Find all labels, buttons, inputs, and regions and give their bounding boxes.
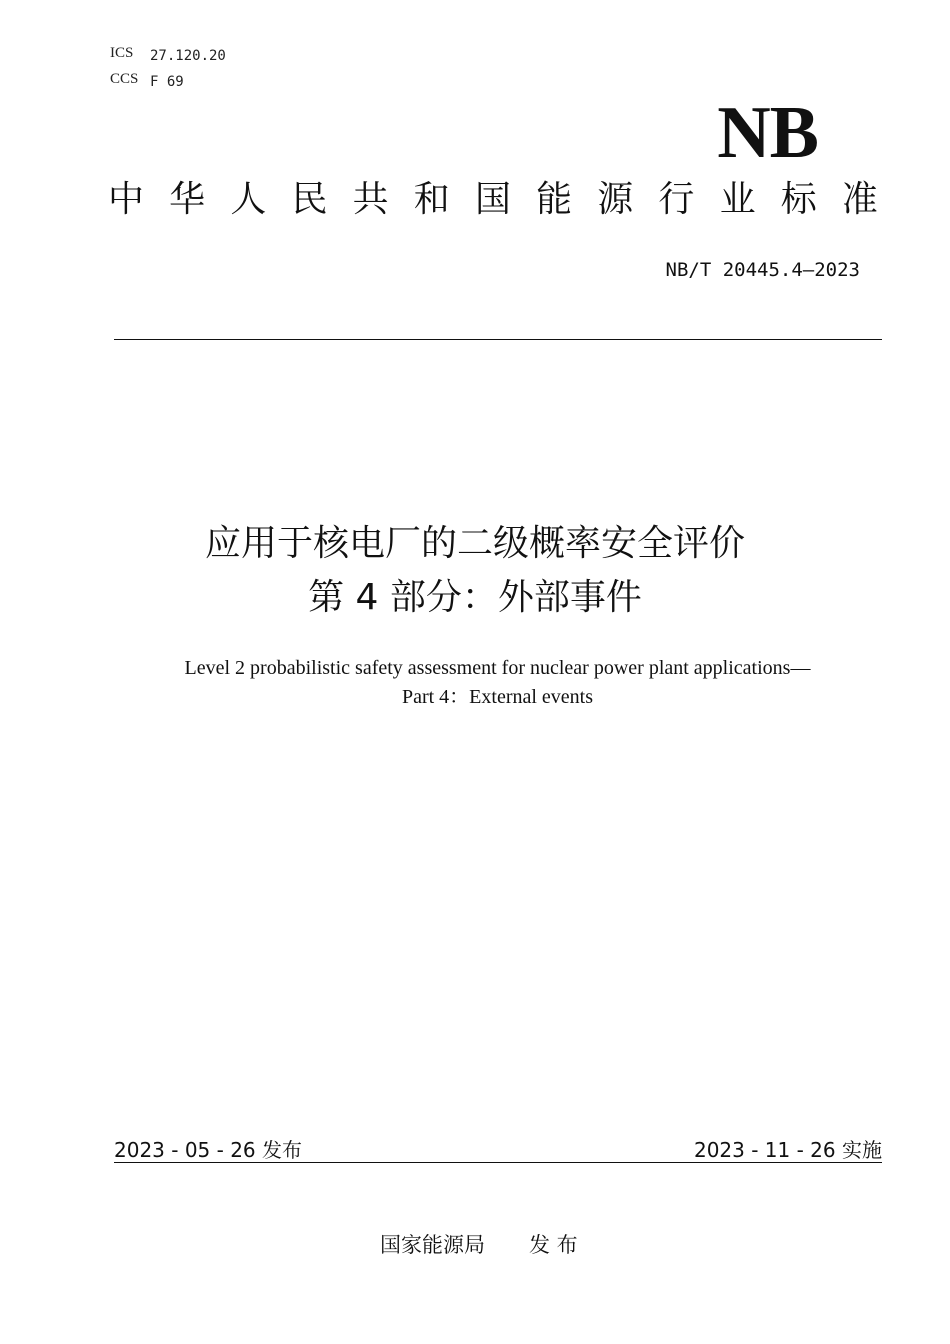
standard-number: NB/T 20445.4—2023: [665, 259, 860, 281]
nb-logo: NB: [717, 92, 818, 174]
issuer-name: 国家能源局: [380, 1233, 485, 1257]
title-en-line2: Part 4：External events: [401, 686, 594, 708]
standard-body-char: 民: [291, 179, 328, 220]
ics-label: ICS: [110, 45, 134, 61]
standard-body-char: 标: [780, 179, 817, 220]
standard-body-char: 和: [413, 179, 450, 220]
standard-body-char: 共: [352, 179, 389, 220]
title-cn-line2: 第 4 部分：外部事件: [308, 577, 642, 618]
standard-body-char: 行: [658, 179, 695, 220]
standard-body-char: 人: [230, 179, 267, 220]
ccs-value: F 69: [150, 74, 184, 90]
standard-body-char: 中: [108, 179, 145, 220]
standard-body-title: [108, 179, 878, 220]
implement-date: 2023 - 11 - 26 实施: [693, 1138, 882, 1162]
ics-value: 27.120.20: [150, 48, 226, 64]
title-en-line1: Level 2 probabilistic safety assessment for nuclear power plant applications—: [184, 657, 811, 679]
issuer-line: [380, 1229, 578, 1259]
standard-body-char: 华: [169, 179, 206, 220]
issuer-action: 发 布: [529, 1233, 578, 1257]
title-cn-line1: 应用于核电厂的二级概率安全评价: [204, 523, 745, 564]
standard-body-char: 能: [536, 179, 573, 220]
ccs-label: CCS: [110, 71, 139, 87]
standard-body-char: 源: [597, 179, 634, 220]
header-divider: [114, 339, 882, 340]
standard-body-char: 国: [474, 179, 511, 220]
standard-body-char: 准: [841, 179, 878, 220]
publish-date: 2023 - 05 - 26 发布: [114, 1138, 303, 1162]
standard-body-char: 业: [719, 179, 756, 220]
footer-divider: [114, 1162, 882, 1163]
